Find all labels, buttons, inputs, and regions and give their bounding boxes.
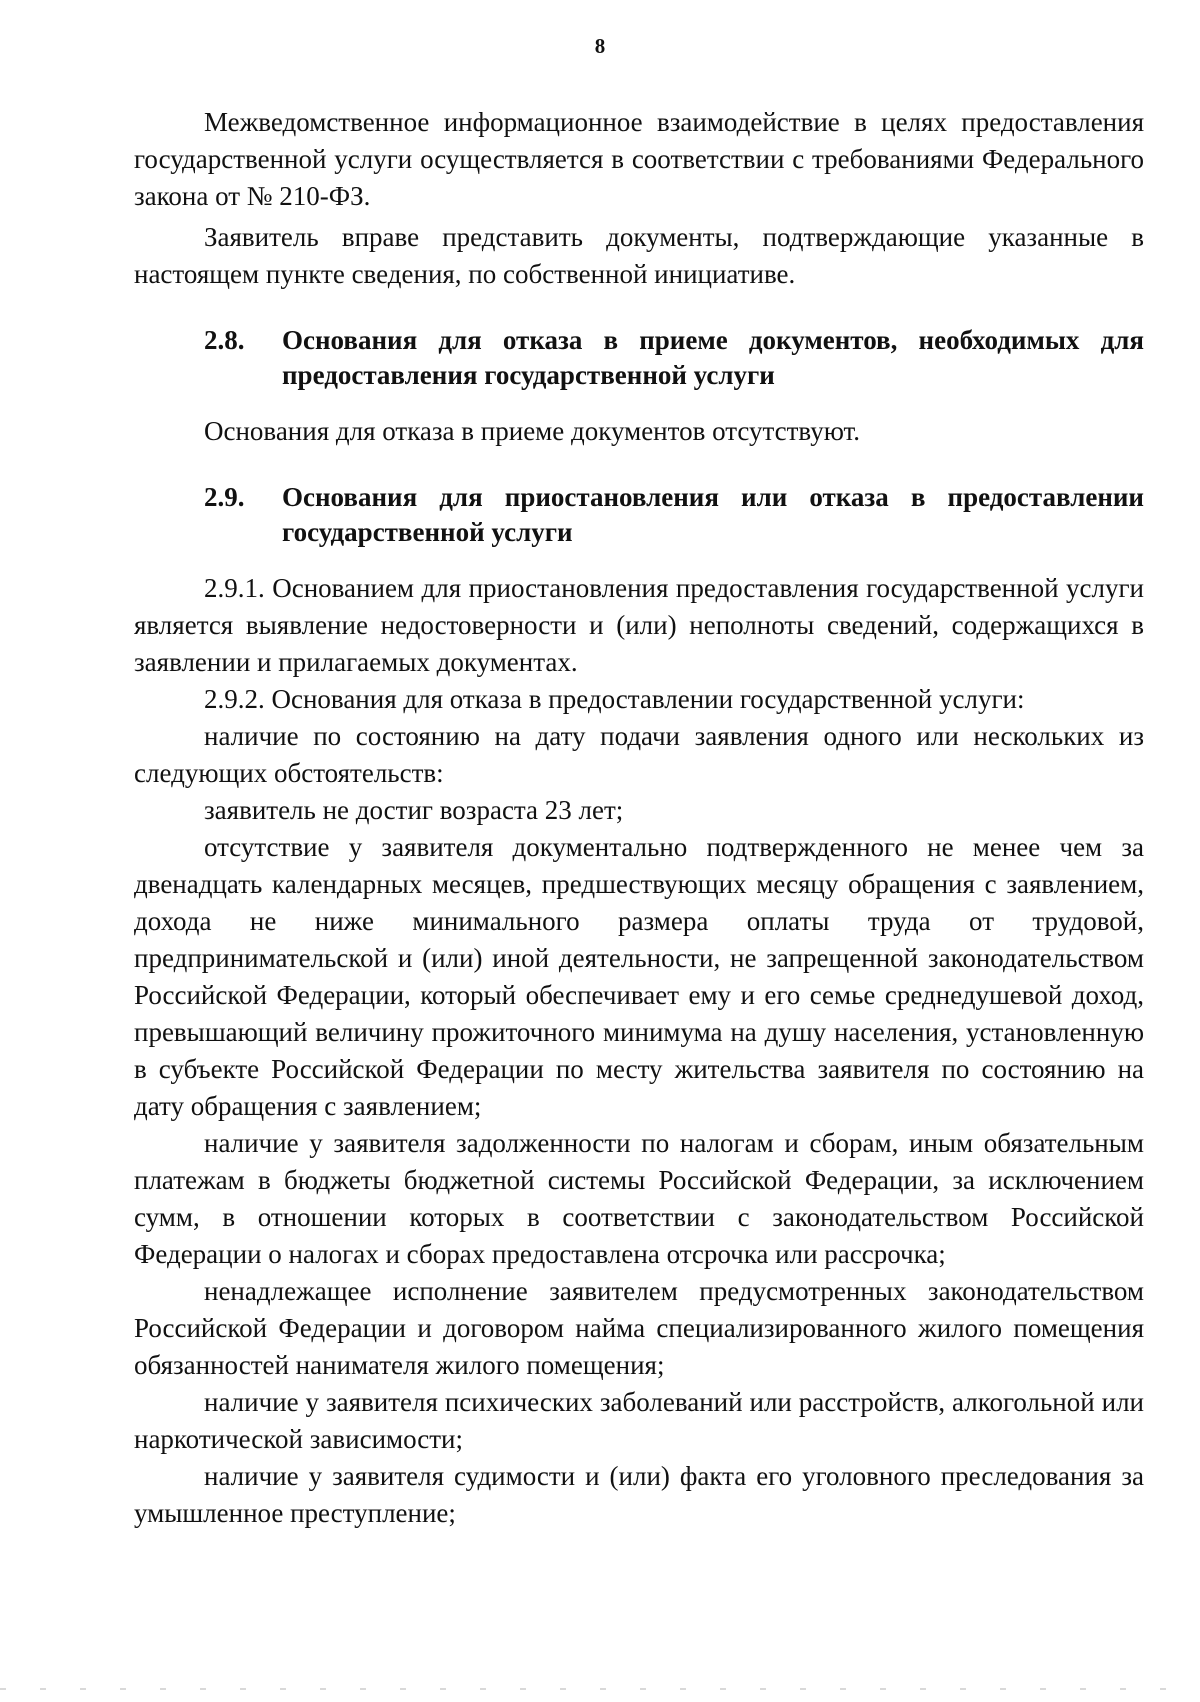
paragraph-applicant-right: Заявитель вправе представить документы, подтверждающие указанные в настоящем пункте сведения, по собственной инициативе. <box>134 222 1144 289</box>
section-heading-2-8 <box>134 323 1144 393</box>
section-heading-2-9 <box>134 480 1144 550</box>
paragraph-interagency: Межведомственное информационное взаимодействие в целях предоставления государственной услуги осуществляется в соответствии с требованиями Федерального закона от № 210-ФЗ. <box>134 107 1144 211</box>
list-item: наличие по состоянию на дату подачи заявления одного или нескольких из следующих обстоятельств: <box>134 721 1144 788</box>
paragraph-no-grounds: Основания для отказа в приеме документов отсутствуют. <box>204 416 861 446</box>
paragraph-2-9-1: 2.9.1. Основанием для приостановления предоставления государственной услуги является выявление недостоверности и (или) неполноты сведений, содержащихся в заявлении и прилагаемых документах. <box>134 573 1144 677</box>
document-body <box>134 104 1144 1532</box>
scan-edge-artifact <box>0 1688 1200 1690</box>
paragraph-2-9-2: 2.9.2. Основания для отказа в предоставлении государственной услуги: <box>204 684 1025 714</box>
list-item: наличие у заявителя психических заболеваний или расстройств, алкогольной или наркотической зависимости; <box>134 1387 1144 1454</box>
section-number: 2.9. <box>204 482 245 512</box>
list-item: наличие у заявителя задолженности по налогам и сборам, иным обязательным платежам в бюджеты бюджетной системы Российской Федерации, за исключением сумм, в отношении которых в соответствии с законодательством Российской Федерации о налогах и сборах предоставлена отсрочка или рассрочка; <box>134 1128 1144 1269</box>
list-item: наличие у заявителя судимости и (или) факта его уголовного преследования за умышленное преступление; <box>134 1461 1144 1528</box>
list-item: отсутствие у заявителя документально подтвержденного не менее чем за двенадцать календарных месяцев, предшествующих месяцу обращения с заявлением, дохода не ниже минимального размера оплаты труда от трудовой, предпринимательской и (или) иной деятельности, не запрещенной законодательством Российской Федерации, который обеспечивает ему и его семье среднедушевой доход, превышающий величину прожиточного минимума на душу населения, установленную в субъекте Российской Федерации по месту жительства заявителя по состоянию на дату обращения с заявлением; <box>134 832 1144 1121</box>
section-number: 2.8. <box>204 325 245 355</box>
list-item: заявитель не достиг возраста 23 лет; <box>204 795 624 825</box>
section-title: Основания для приостановления или отказа в предоставлении государственной услуги <box>282 482 1144 547</box>
section-title: Основания для отказа в приеме документов, необходимых для предоставления государственной услуги <box>282 325 1144 390</box>
page-number: 8 <box>594 34 606 58</box>
list-item: ненадлежащее исполнение заявителем предусмотренных законодательством Российской Федерации и договором найма специализированного жилого помещения обязанностей нанимателя жилого помещения; <box>134 1276 1144 1380</box>
